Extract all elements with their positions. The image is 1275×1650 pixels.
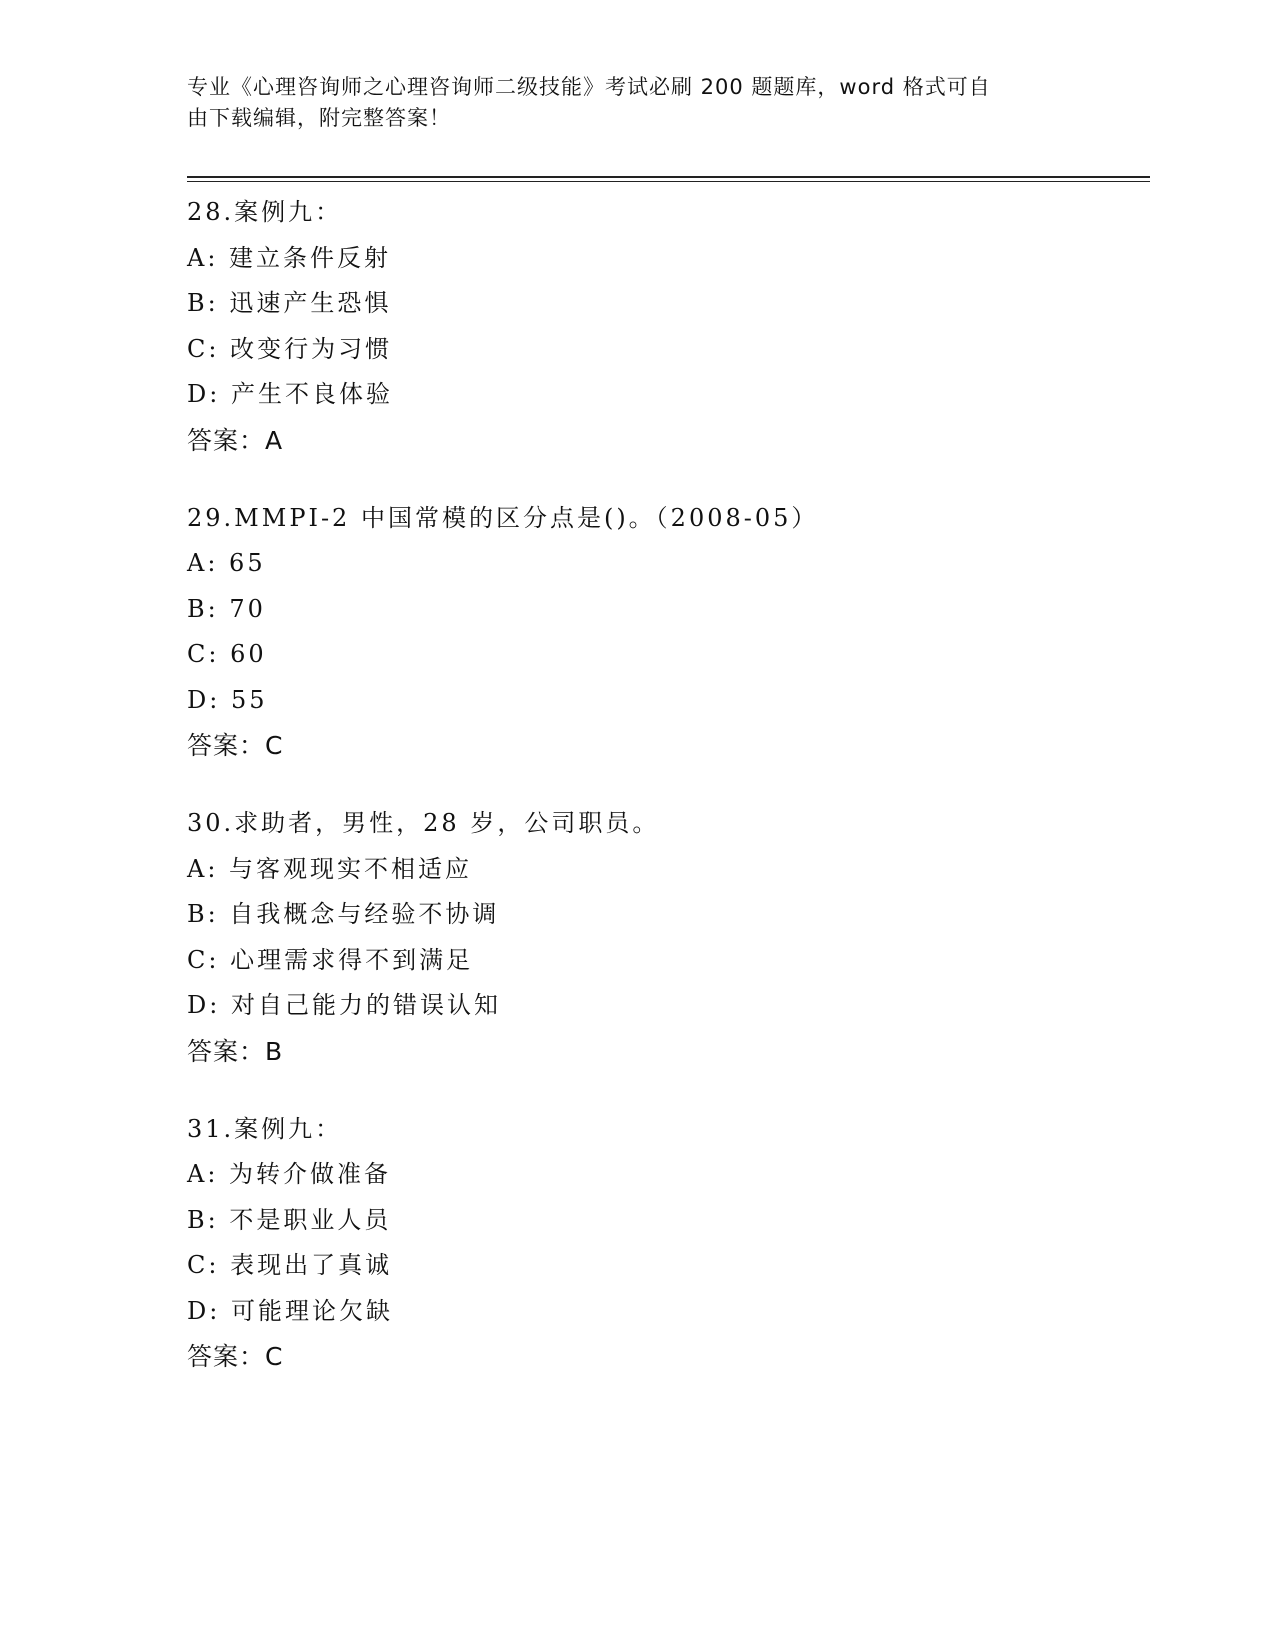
answer: 答案：C [187,731,284,760]
option-d: D: 可能理论欠缺 [187,1296,393,1325]
question-31 [187,1107,1147,1381]
option-b: B: 自我概念与经验不协调 [187,900,500,928]
option-d: D: 产生不良体验 [187,380,393,408]
question-list [187,190,1147,1412]
answer: 答案：B [187,1036,284,1066]
option-a: A: 65 [187,549,266,577]
question-stem: 31.案例九： [187,1114,343,1143]
option-d: D: 对自己能力的错误认知 [187,991,501,1019]
question-stem: 30.求助者，男性，28 岁，公司职员。 [187,809,660,837]
option-b: B: 不是职业人员 [187,1205,392,1234]
header-line-1: 专业《心理咨询师之心理咨询师二级技能》考试必刷 200 题题库，word 格式可自 [187,75,991,99]
option-c: C: 心理需求得不到满足 [187,945,474,974]
header-line-2: 由下载编辑，附完整答案！ [187,106,451,130]
option-a: A: 建立条件反射 [187,243,392,272]
document-header [187,72,1087,134]
option-c: C: 60 [187,640,267,668]
header-divider-top [187,176,1150,178]
option-c: C: 表现出了真诚 [187,1251,393,1279]
option-a: A: 与客观现实不相适应 [187,854,473,883]
question-stem: 28.案例九： [187,198,343,226]
option-d: D: 55 [187,685,268,714]
option-a: A: 为转介做准备 [187,1160,392,1188]
question-28 [187,190,1147,464]
option-c: C: 改变行为习惯 [187,334,393,363]
answer: 答案：C [187,1342,284,1371]
option-b: B: 70 [187,594,266,623]
answer: 答案：A [187,425,284,455]
question-30 [187,801,1147,1075]
question-stem: 29.MMPI-2 中国常模的区分点是()。（2008-05） [187,503,819,532]
header-divider-bottom [187,181,1150,182]
option-b: B: 迅速产生恐惧 [187,289,392,317]
question-29 [187,496,1147,770]
